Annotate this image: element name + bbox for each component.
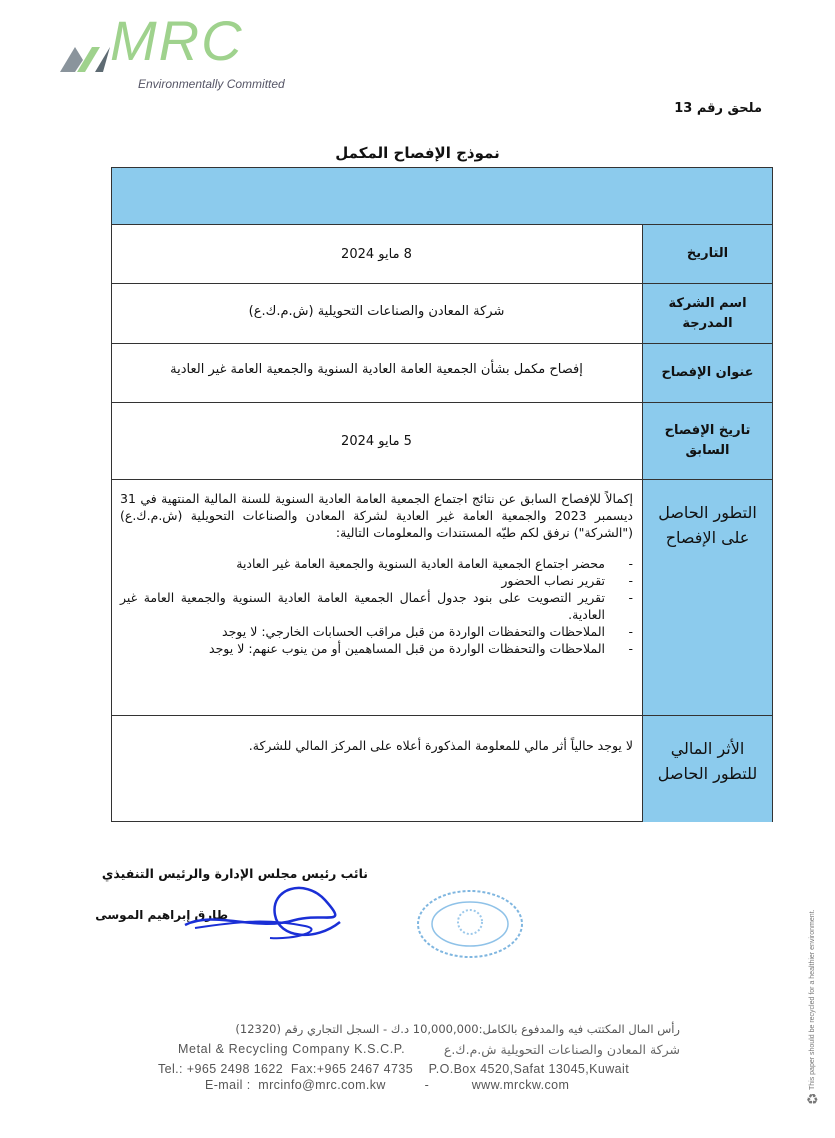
signatory-name: طارق إبراهيم الموسى bbox=[95, 908, 228, 922]
value-company: شركة المعادن والصناعات التحويلية (ش.م.ك.ع) bbox=[248, 304, 505, 319]
header-band bbox=[112, 168, 772, 224]
footer-contact: Tel.: +965 2498 1622 Fax:+965 2467 4735 P.O.Box 4520,Safat 13045,Kuwait bbox=[158, 1062, 630, 1076]
list-item: - محضر اجتماع الجمعية العامة العادية السنوية والجمعية العامة غير العادية bbox=[120, 555, 619, 572]
tagline: Environmentally Committed bbox=[138, 77, 285, 91]
disclosure-table bbox=[111, 167, 773, 822]
table-header-row bbox=[112, 168, 772, 225]
value-subject: إفصاح مكمل بشأن الجمعية العامة العادية السنوية والجمعية العامة غير العادية bbox=[170, 362, 583, 377]
row-subject bbox=[112, 344, 772, 403]
row-date bbox=[112, 225, 772, 284]
list-item: - الملاحظات والتحفظات الواردة من قبل مراقب الحسابات الخارجي: لا يوجد bbox=[120, 623, 619, 640]
signature-scribble bbox=[175, 870, 355, 950]
label-company: اسم الشركة المدرجة bbox=[642, 284, 772, 343]
footer-company-en: Metal & Recycling Company K.S.C.P. bbox=[178, 1042, 406, 1056]
development-intro: إكمالاً للإفصاح السابق عن نتائج اجتماع الجمعية العامة العادية السنوية للسنة المالية المنتهية في 31 ديسمبر 2023 والجمعية العامة غير العادية لشركة المعادن والصناعات التحويلية (ش.م.ك.ع)("الشركة") نرفق لكم طيّه المستندات والمعلومات التالية: bbox=[120, 491, 633, 540]
footer-email: E-mail : mrcinfo@mrc.com.kw - www.mrckw.com bbox=[205, 1078, 570, 1092]
label-financial-impact: الأثر المالي للتطور الحاصل bbox=[642, 716, 772, 822]
logo-text: MRC bbox=[110, 9, 244, 72]
label-previous-date: تاريخ الإفصاح السابق bbox=[642, 403, 772, 479]
recycle-note: This paper should be recycled for a healthier environment. bbox=[809, 909, 816, 1090]
appendix-number: ملحق رقم 13 bbox=[674, 101, 762, 116]
row-previous-date bbox=[112, 403, 772, 480]
label-subject: عنوان الإفصاح bbox=[642, 344, 772, 402]
recycle-icon: ♻ bbox=[806, 1092, 819, 1108]
document-title: نموذج الإفصاح المكمل bbox=[335, 144, 500, 162]
signatory-title: نائب رئيس مجلس الإدارة والرئيس التنفيذي bbox=[101, 866, 368, 881]
label-development: التطور الحاصل على الإفصاح bbox=[642, 480, 772, 715]
footer-company-ar: شركة المعادن والصناعات التحويلية ش.م.ك.ع bbox=[443, 1042, 680, 1057]
value-date: 8 مايو 2024 bbox=[341, 246, 412, 262]
list-item: - الملاحظات والتحفظات الواردة من قبل المساهمين أو من ينوب عنهم: لا يوجد bbox=[120, 640, 619, 657]
development-list bbox=[120, 555, 633, 657]
value-previous-date: 5 مايو 2024 bbox=[341, 433, 412, 449]
footer-capital: رأس المال المكتتب فيه والمدفوع بالكامل:10,000,000 د.ك - السجل التجاري رقم (12320) bbox=[235, 1022, 680, 1036]
development-text bbox=[120, 490, 633, 657]
list-item: - تقرير التصويت على بنود جدول أعمال الجمعية العامة العادية السنوية والجمعية العامة غير العادية. bbox=[120, 589, 619, 623]
company-seal bbox=[415, 888, 525, 960]
row-development bbox=[112, 480, 772, 716]
list-item: - تقرير نصاب الحضور bbox=[120, 572, 619, 589]
row-company bbox=[112, 284, 772, 344]
value-financial-impact: لا يوجد حالياً أثر مالي للمعلومة المذكورة أعلاه على المركز المالي للشركة. bbox=[248, 738, 633, 753]
row-financial-impact bbox=[112, 716, 772, 822]
label-date: التاريخ bbox=[642, 225, 772, 283]
